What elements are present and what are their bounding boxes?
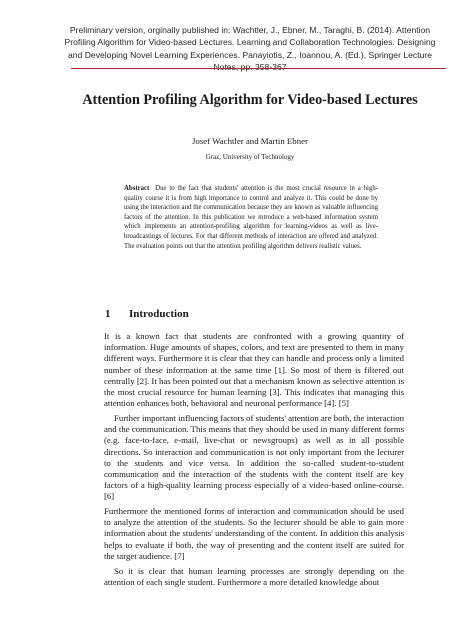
paragraph-2: Further important influencing factors of students' attention are both, the interaction and the communication. This means that they should be used in many different forms (e.g. face-to-face, e-mail, live-chat or newsgroups) as well as in all possible directions. So interaction and communication is not only important from the lecturer to the students and vice versa. In addition the so-called student-to-student communication and the interaction of the students with the content itself are key factors of a high-quality learning process especially of a video-based online-course. [6]	[104, 412, 405, 502]
abstract-block	[124, 184, 378, 251]
paper-affiliation: Graz, University of Technology	[205, 153, 295, 161]
paragraph-1: It is a known fact that students are confronted with a growing quantity of information. Huge amounts of shapes, colors, and text are presented to them in many different ways. Furthermore it is clear that they can handle and process only a limited number of these information at the same time [1]. So most of them is filtered out centrally [2]. It has been pointed out that a mechanism known as selective attention is the most crucial resource for human learning [3]. This indicates that managing this attention enhances both, behavioral and neuronal performance [4]. [5]	[104, 331, 404, 409]
paragraph-4: So it is clear that human learning processes are strongly depending on the attention of each single student. Furthermore a more detailed knowledge about	[104, 565, 404, 587]
body-text	[104, 331, 404, 591]
section-heading	[105, 308, 405, 321]
paper-authors: Josef Wachtler and Martin Ebner	[192, 136, 308, 146]
section-title: Introduction	[129, 308, 189, 320]
publication-note: Preliminary version, orginally published in: Wachtler, J., Ebner, M., Taraghi, B. (2014). Attention Profiling Algorithm for Video-based Lectures. Learning and Collaboration Technologies. Designing and Developing Novel Learning Experiences. Panayiotis, Z., Ioannou, A. (Ed.), Springer Lecture Notes, pp. 358-367	[64, 25, 436, 72]
abstract-label: Abstract	[124, 185, 150, 192]
header-divider	[71, 68, 446, 69]
abstract-text: Due to the fact that students' attention is the most crucial resource in a high-quality course it is from high importance to control and analyze it. This could be done by using the interaction and the communication because they are known as valuable influencing factors of the attention. In this publication we introduce a web-based information system which implements an attention-profiling algorithm for learning-videos as well as live-broadcastings of lectures. For that different methods of interaction are offered and analyzed. The evaluation points out that the attention profiling algorithm delivers realistic values.	[124, 185, 378, 250]
paragraph-3: Furthermore the mentioned forms of interaction and communication should be used to analyze the attention of the students. So the lecturer should be able to gain more information about the students' understanding of the content. In addition this analysis helps to evaluate if both, the way of presenting and the content itself are suited for the target audience. [7]	[104, 506, 404, 561]
paper-title: Attention Profiling Algorithm for Video-based Lectures	[82, 92, 418, 108]
section-number: 1	[105, 308, 111, 320]
